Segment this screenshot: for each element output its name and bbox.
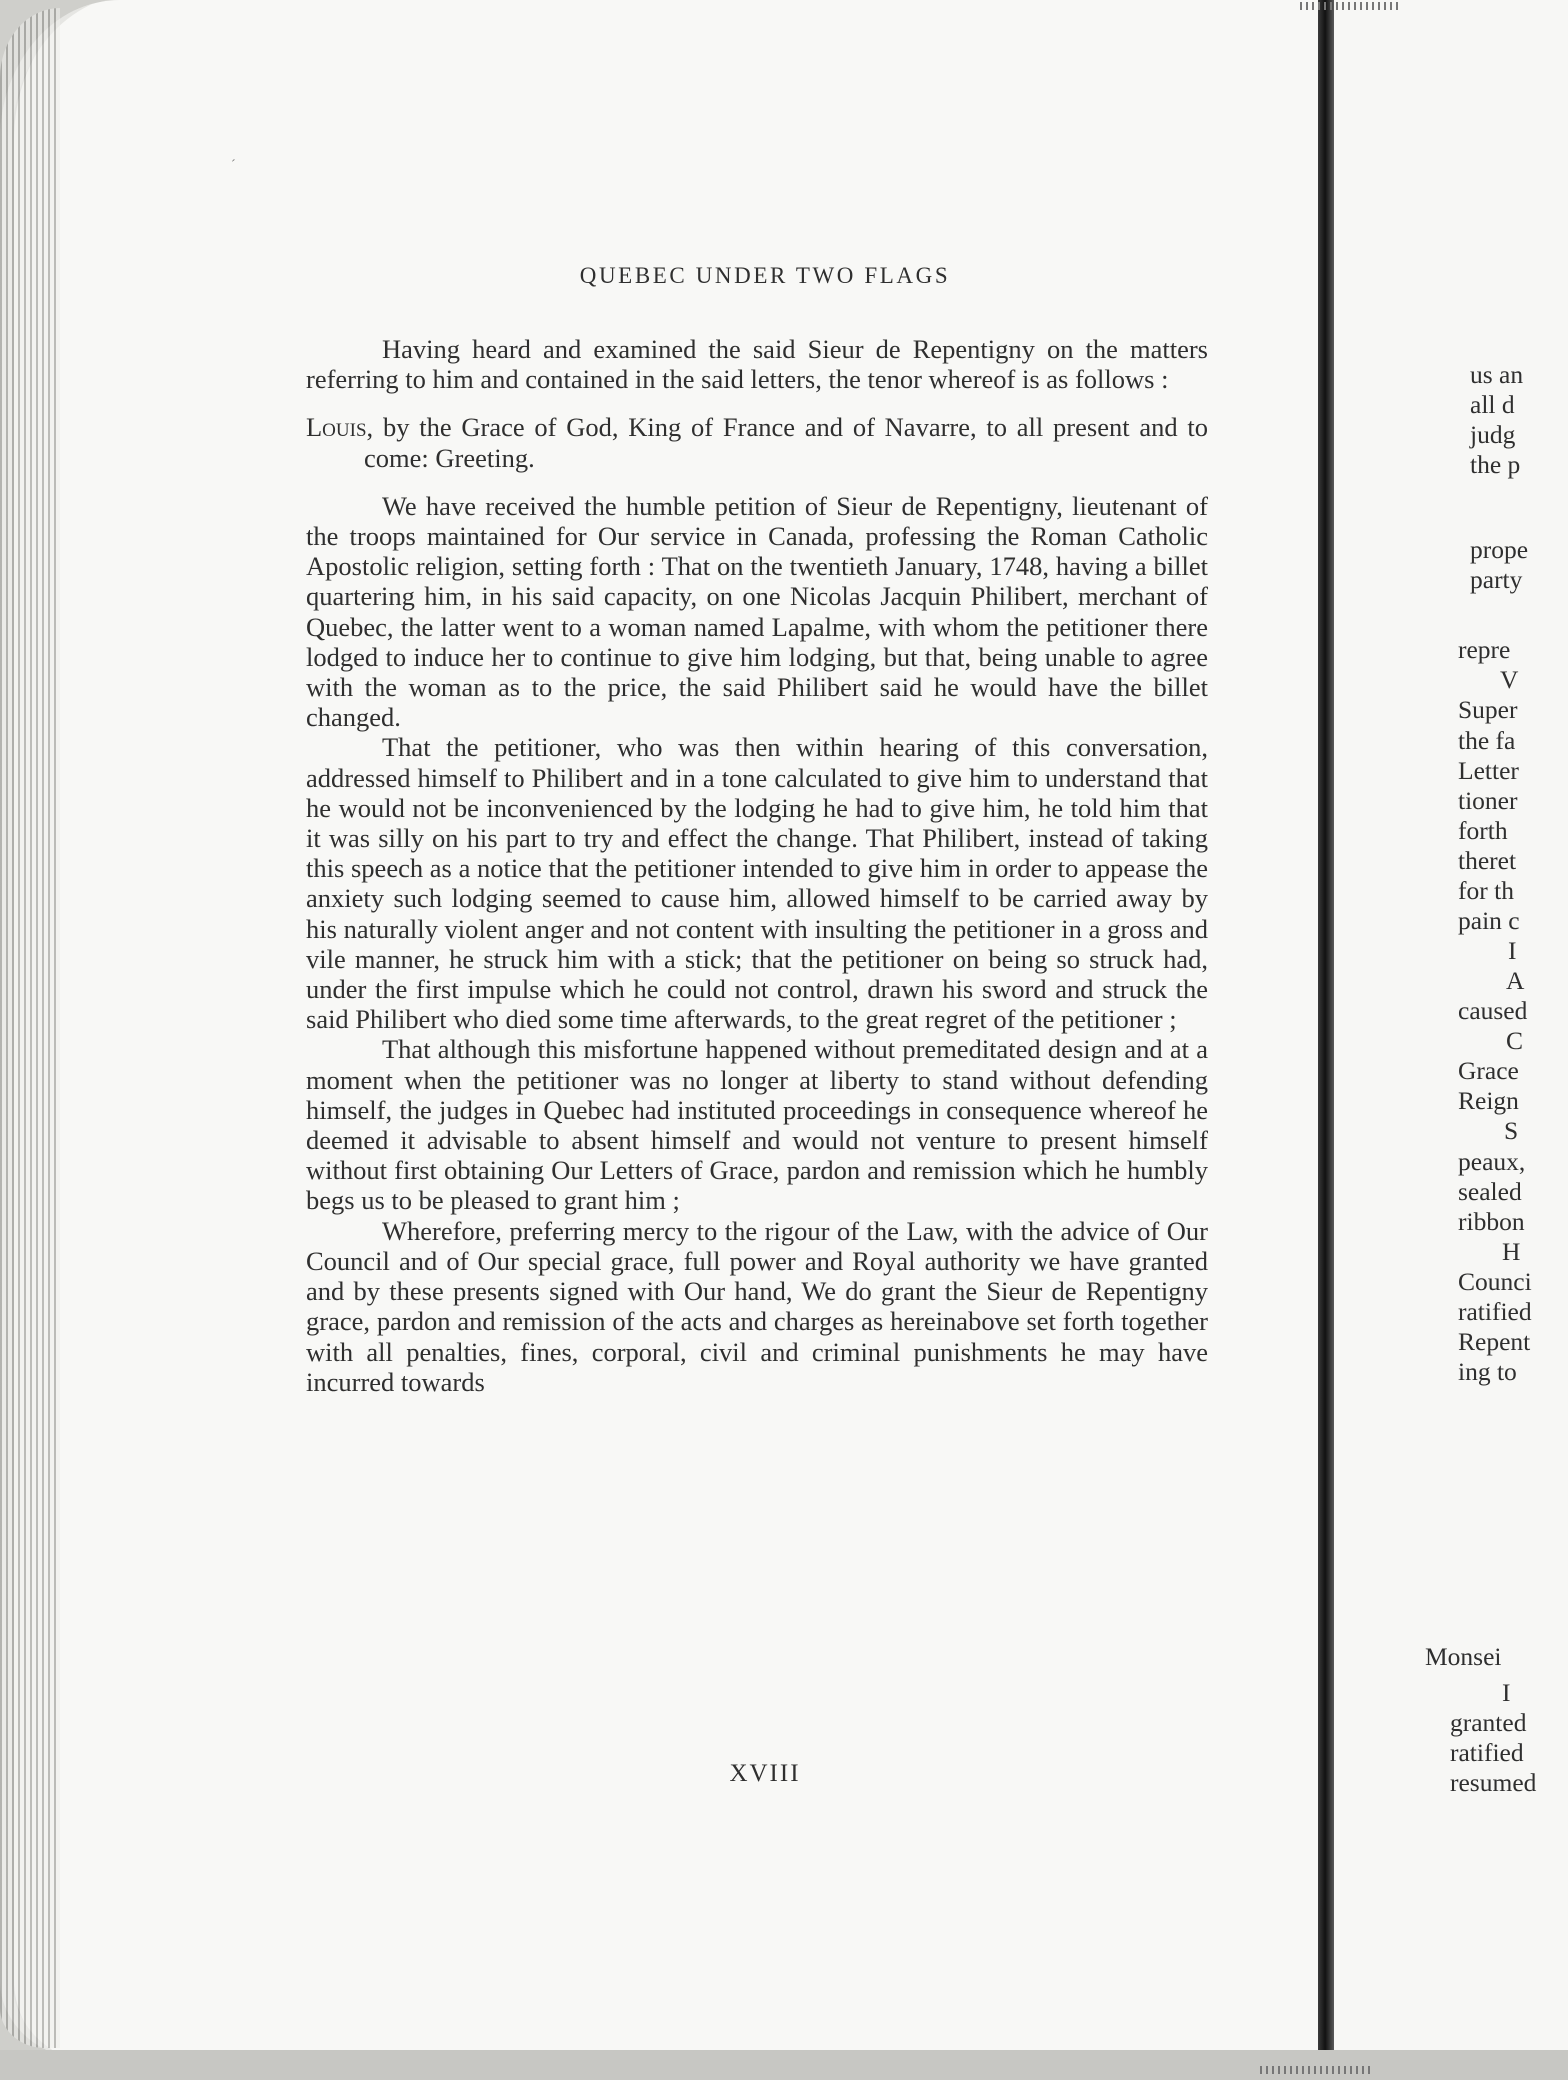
right-page-line: tioner bbox=[1458, 786, 1518, 815]
paragraph-louis-text: by the Grace of God, King of France and of Navarre, to all present and to come: Greeting. bbox=[364, 412, 1208, 473]
paragraph-petition: We have received the humble petition of Sieur de Repentigny, lieutenant of the troops maintained for Our service in Canada, professing the Roman Catholic Apostolic religion, setting forth : That on the twentieth January, 1748, having a billet quartering him, in his said capacity, on one Nicolas Jacquin Philibert, merchant of Quebec, the latter went to a woman named Lapalme, with whom the petitioner there lodged to induce her to continue to give him lodging, but that, being unable to agree with the woman as to the price, the said Philibert said he would have the billet changed. bbox=[306, 490, 1208, 733]
right-page-line: Reign bbox=[1458, 1086, 1519, 1115]
right-page-line: us an bbox=[1470, 360, 1524, 389]
running-head: QUEBEC UNDER TWO FLAGS bbox=[579, 263, 951, 288]
book-gutter bbox=[1318, 0, 1334, 2080]
paragraph-intro: Having heard and examined the said Sieur de Repentigny on the matters referring to him and contained in the said letters, the tenor whereof is as follows : bbox=[306, 334, 1208, 395]
right-page-line: the p bbox=[1470, 450, 1521, 479]
right-page-line: Repent bbox=[1458, 1327, 1531, 1356]
right-page-line: A bbox=[1506, 966, 1525, 995]
right-page-line: theret bbox=[1458, 846, 1517, 875]
right-page-line: Monsei bbox=[1425, 1642, 1502, 1671]
right-page-line: Super bbox=[1458, 695, 1518, 724]
right-page-line: forth bbox=[1458, 816, 1508, 845]
right-page-line: V bbox=[1500, 665, 1519, 694]
right-page-line: all d bbox=[1470, 390, 1515, 419]
right-page-line: C bbox=[1506, 1026, 1524, 1055]
right-page-line: ribbon bbox=[1458, 1207, 1525, 1236]
right-page-line: ing to bbox=[1458, 1357, 1517, 1386]
page-edge-stack bbox=[0, 8, 60, 2048]
right-page-line: H bbox=[1502, 1237, 1521, 1266]
right-page-text bbox=[1425, 360, 1568, 1810]
right-page-line: S bbox=[1504, 1116, 1519, 1145]
paragraph-conversation: That the petitioner, who was then within hearing of this conversation, addressed himself to Philibert and in a tone calculated to give him to understand that he would not be inconvenienced by the lodging he had to give him, he told him that it was silly on his part to try and effect the change. That Philibert, instead of taking this speech as a notice that the petitioner intended to give him in order to appease the anxiety such lodging seemed to cause him, allowed himself to be carried away by his naturally violent anger and not content with insulting the petitioner in a gross and vile manner, he struck him with a stick; that the petitioner on being so struck had, under the first impulse which he could not control, drawn his sword and struck the said Philibert who died some time afterwards, to the great regret of the petitioner ; bbox=[306, 732, 1208, 1035]
right-page-line: sealed bbox=[1458, 1177, 1522, 1206]
stray-mark: ˊ bbox=[231, 158, 236, 173]
right-page-line: peaux, bbox=[1458, 1147, 1526, 1176]
right-page-line: Grace bbox=[1458, 1056, 1519, 1085]
right-page-line: resumed bbox=[1450, 1768, 1537, 1797]
right-page-line: Letter bbox=[1458, 756, 1519, 785]
right-page-line: I bbox=[1508, 936, 1517, 965]
right-page-line: judg bbox=[1470, 420, 1516, 449]
right-page-line: prope bbox=[1470, 535, 1529, 564]
right-page-line: the fa bbox=[1458, 726, 1516, 755]
right-page-line: ratified bbox=[1458, 1297, 1532, 1326]
paragraph-louis bbox=[306, 412, 1208, 472]
paragraph-wherefore: Wherefore, preferring mercy to the rigour of the Law, with the advice of Our Council and of Our special grace, full power and Royal authority we have granted and by these presents signed with Our hand, We do grant the Sieur de Repentigny grace, pardon and remission of the acts and charges as hereinabove set forth together with all penalties, fines, corporal, civil and criminal punishments he may have incurred towards bbox=[306, 1215, 1208, 1397]
right-page-line: repre bbox=[1458, 635, 1511, 664]
right-page-line: caused bbox=[1458, 996, 1528, 1025]
louis-word: Louis, bbox=[306, 412, 374, 443]
right-page-line: I bbox=[1502, 1678, 1511, 1707]
paragraph-misfortune: That although this misfortune happened without premeditated design and at a moment when the petitioner was no longer at liberty to stand without defending himself, the judges in Quebec had instituted proceedings in consequence whereof he deemed it advisable to absent himself and would not venture to present himself without first obtaining Our Letters of Grace, pardon and remission which he humbly begs us to be pleased to grant him ; bbox=[306, 1034, 1208, 1216]
right-page-line: party bbox=[1470, 565, 1523, 594]
body-text bbox=[306, 334, 1208, 1397]
right-page-line: for th bbox=[1458, 876, 1514, 905]
page-edge-ticks-top bbox=[1300, 2, 1400, 10]
page-edge-ticks-bottom bbox=[1260, 2066, 1370, 2074]
page-number: XVIII bbox=[729, 1760, 801, 1787]
right-page-line: granted bbox=[1450, 1708, 1527, 1737]
right-page-line: ratified bbox=[1450, 1738, 1524, 1767]
scan-bottom-band bbox=[0, 2050, 1568, 2080]
right-page-line: pain c bbox=[1458, 906, 1520, 935]
right-page-line: Counci bbox=[1458, 1267, 1532, 1296]
